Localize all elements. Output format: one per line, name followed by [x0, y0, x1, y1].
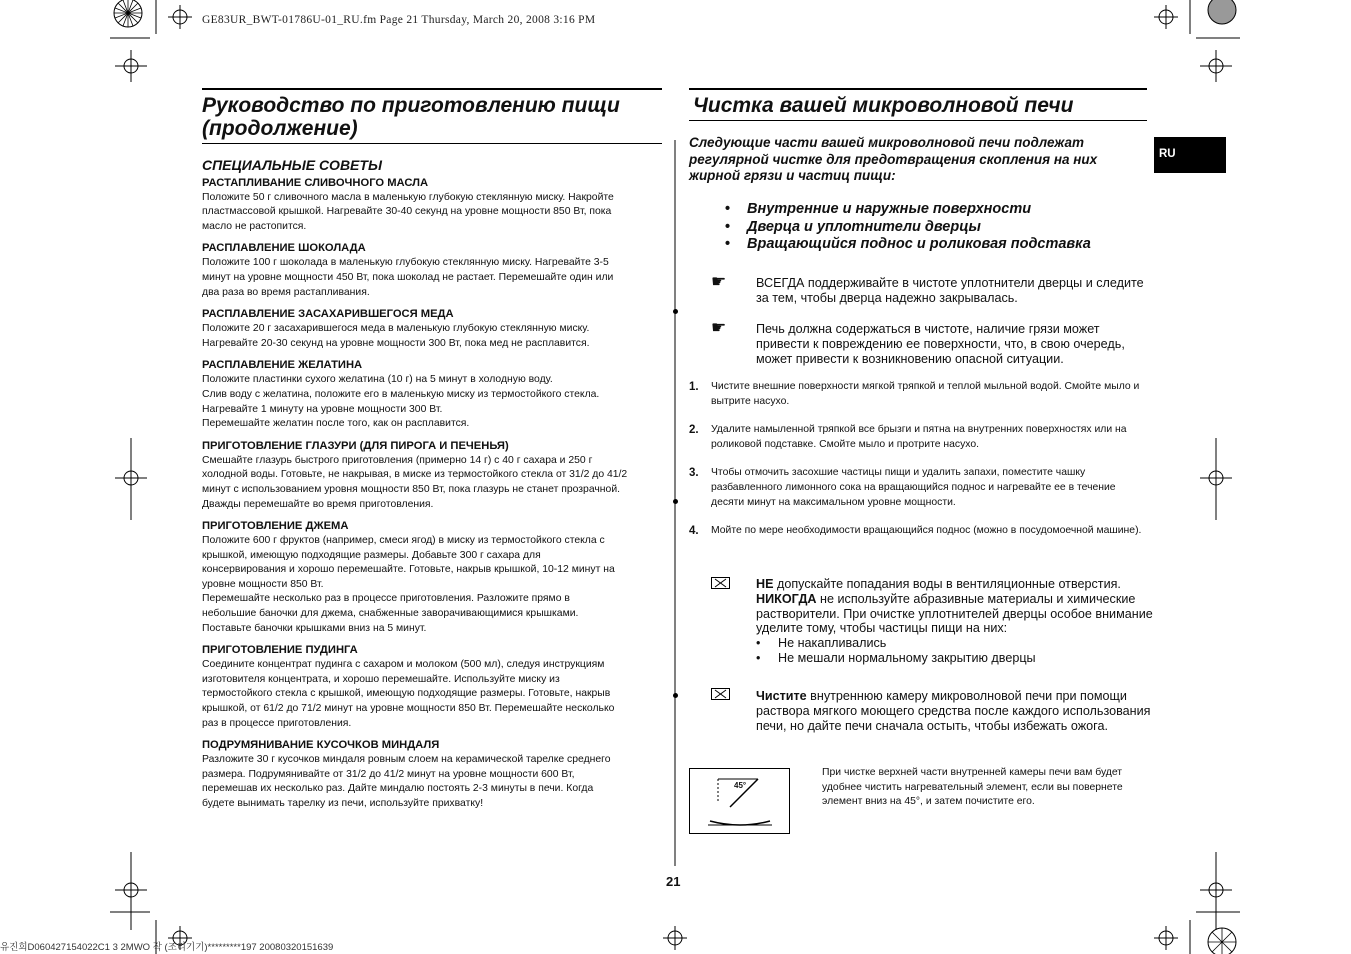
right-title-rule-top: [689, 88, 1147, 90]
tip: [202, 438, 662, 512]
file-info: GE83UR_BWT-01786U-01_RU.fm Page 21 Thursday, March 20, 2008 3:16 PM: [202, 14, 596, 26]
warning-text: не используйте абразивные материалы и химические растворители. При очистке уплотнителей дверцы особое внимание уделите тому, чтобы частицы пищи на них:: [756, 591, 1153, 636]
step: [689, 423, 1144, 452]
cleaning-parts-list: [725, 201, 1091, 254]
step: [689, 466, 1144, 510]
warning-strong: НЕ: [756, 577, 774, 591]
tip-body: Положите 600 г фруктов (например, смеси ягод) в миску из термостойкого стекла с крышкой, имеющую подходящие размеры. Добавьте 300 г сахара для консервирования и хорошо перемешайте. Готовьте, накрыв крышкой, 10-12 минут на уровне мощности 850 Вт. Перемешайте несколько раз в процессе приготовления. Разложите прямо в небольшие баночки для джема, снабженные заворачивающимися крышками. Поставьте баночки крышками вниз на 5 минут.: [202, 535, 615, 634]
tip-body: Соедините концентрат пудинга с сахаром и молоком (500 мл), следуя инструкциям изготовителя концентрата, и хорошо перемешайте. Используйте миску из термостойкого стекла с крышкой, имеющую подходящие размеры. Готовьте, накрыв крышкой, от 61/2 до 71/2 минут на уровне мощности 850 Вт. Перемешайте несколько раз в процессе приготовления.: [202, 659, 615, 729]
step-number: 4.: [689, 525, 699, 538]
list-item: • Внутренние и наружные поверхности: [725, 201, 1091, 219]
tip-heading: РАСПЛАВЛЕНИЕ ЖЕЛАТИНА: [202, 359, 363, 372]
tip: [202, 642, 662, 731]
tip-heading: РАСТАПЛИВАНИЕ СЛИВОЧНОГО МАСЛА: [202, 176, 429, 189]
warning-text: допускайте попадания воды в вентиляционные отверстия.: [773, 577, 1121, 591]
note: Печь должна содержаться в чистоте, наличие грязи может привести к повреждению ее поверхности, что, в свою очередь, может привести к возникновению опасной ситуации.: [756, 322, 1125, 366]
step-text: Мойте по мере необходимости вращающийся поднос (можно в посудомоечной машине).: [711, 525, 1142, 537]
list-item: • Дверца и уплотнители дверцы: [725, 219, 1091, 237]
step-number: 2.: [689, 424, 699, 437]
special-tips: [202, 158, 662, 812]
margin-dot: [673, 693, 678, 698]
right-title-text: Чистка вашей микроволновой печи: [693, 94, 1074, 117]
step: [689, 380, 1144, 409]
title-rule-bottom: [202, 143, 662, 144]
left-title-line1: Руководство по приготовлению пищи: [202, 94, 620, 117]
left-title: [202, 94, 662, 140]
warning-sub-item: • Не накапливались: [756, 636, 887, 651]
tip-heading: РАСПЛАВЛЕНИЕ ЗАСАХАРИВШЕГОСЯ МЕДА: [202, 308, 454, 321]
pointing-hand-icon: ☛: [711, 272, 727, 291]
language-tab: [1154, 137, 1226, 173]
tip: [202, 240, 662, 300]
page-number: 21: [666, 874, 681, 889]
warning-sub-text: Не мешали нормальному закрытию дверцы: [778, 650, 1036, 665]
tip-heading: ПРИГОТОВЛЕНИЕ ДЖЕМА: [202, 520, 349, 533]
tip-heading: ПОДРУМЯНИВАНИЕ КУСОЧКОВ МИНДАЛЯ: [202, 739, 440, 752]
tip-heading: ПРИГОТОВЛЕНИЕ ПУДИНГА: [202, 644, 358, 657]
warning-sub-item: • Не мешали нормальному закрытию дверцы: [756, 650, 1036, 665]
title-rule-top: [202, 88, 662, 90]
section-title: СПЕЦИАЛЬНЫЕ СОВЕТЫ: [202, 157, 382, 173]
warning-block: [756, 577, 1156, 666]
tip-body: Положите 20 г засахарившегося меда в маленькую глубокую стеклянную миску. Нагревайте 20-30 секунд на уровне мощности 300 Вт, пока мед не расплавится.: [202, 323, 590, 349]
heating-element-figure: [689, 768, 790, 834]
footer-code: 유진희D060427154022C1 3 2MWO 작 (조리기기)*********197 20080320151639: [0, 942, 334, 953]
left-title-line2: (продолжение): [202, 117, 358, 140]
tip: [202, 175, 662, 235]
registration-starburst-icon: [114, 0, 142, 27]
warning-icon: [711, 577, 731, 590]
registration-starburst-icon: [1208, 928, 1236, 954]
tip-heading: ПРИГОТОВЛЕНИЕ ГЛАЗУРИ (ДЛЯ ПИРОГА И ПЕЧЕНЬЯ): [202, 439, 509, 452]
margin-dot: [673, 499, 678, 504]
tip-body: Положите пластинки сухого желатина (10 г) на 5 минут в холодную воду. Слив воду с желатина, положите его в маленькую миску из термостойкого стекла. Нагревайте 1 минуту на уровне мощности 300 Вт. Перемешайте желатин после того, как он расплавится.: [202, 374, 600, 430]
cleaning-intro: Следующие части вашей микроволновой печи подлежат регулярной чистке для предотвращения скопления на них жирной грязи и частиц пищи:: [689, 135, 1098, 183]
warning-block: [756, 689, 1156, 733]
tip: [202, 518, 662, 636]
step-number: 1.: [689, 381, 699, 393]
step-text: Чтобы отмочить засохшие частицы пищи и удалить запахи, поместите чашку разбавленного лимонного сока на вращающийся поднос и нагревайте ее в течение десяти минут на максимальном уровне мощности.: [711, 467, 1116, 508]
angle-label: 45°: [734, 781, 747, 790]
tip-heading: РАСПЛАВЛЕНИЕ ШОКОЛАДА: [202, 242, 366, 255]
margin-dot: [673, 309, 678, 314]
tip-body: Разложите 30 г кусочков миндаля ровным слоем на керамической тарелке среднего размера. Подрумянивайте от 31/2 до 41/2 минут на уровне мощности 600 Вт, перемешав их несколько раз. Дайте миндалю постоять 2-3 минуты в печи. Когда будете вынимать тарелку из печи, используйте прихватку!: [202, 754, 611, 809]
right-title-rule-bottom: [689, 120, 1147, 121]
pointing-hand-icon: ☛: [711, 318, 727, 337]
note: ВСЕГДА поддерживайте в чистоте уплотнители дверцы и следите за тем, чтобы дверца надежно закрывалась.: [756, 276, 1144, 305]
warning-text: внутреннюю камеру микроволновой печи при помощи раствора мягкого моющего средства после каждого использования печи, но дайте печи сначала остыть, чтобы избежать ожога.: [756, 689, 1151, 733]
tip-body: Смешайте глазурь быстрого приготовления (примерно 14 г) с 40 г сахара и 250 г холодной воды. Готовьте, не накрывая, в миске из термостойкого стекла от 31/2 до 41/2 минут с использованием уровня мощности 850 Вт, пока глазурь не станет прозрачной. Дважды перемешайте во время приготовления.: [202, 454, 628, 510]
list-item: • Вращающийся поднос и роликовая подставка: [725, 236, 1091, 254]
tip-body: Положите 100 г шоколада в маленькую глубокую стеклянную миску. Нагревайте 3-5 минут на уровне мощности 450 Вт, пока шоколад не растает. Перемешайте один или два раза во время растапливания.: [202, 257, 614, 298]
tip-body: Положите 50 г сливочного масла в маленькую глубокую стеклянную миску. Накройте пластмассовой крышкой. Нагревайте 30-40 секунд на уровне мощности 850 Вт, пока масло не растопится.: [202, 191, 614, 232]
heating-element-diagram: [690, 769, 789, 833]
step-text: Удалите намыленной тряпкой все брызги и пятна на внутренних поверхностях или на роликовой подставке. Смойте мыло и протрите насухо.: [711, 424, 1127, 450]
language-tab-label: RU: [1159, 148, 1176, 160]
registration-starburst-icon: [1208, 0, 1236, 24]
figure-note: При чистке верхней части внутренней камеры печи вам будет удобнее чистить нагревательный элемент, если вы повернете элемент вниз на 45°, и затем почистите его.: [822, 767, 1123, 808]
cleaning-steps: [689, 380, 1144, 553]
warning-sub-text: Не накапливались: [778, 636, 887, 651]
warning-strong: НИКОГДА: [756, 591, 817, 606]
tip: [202, 737, 662, 811]
warning-icon: [711, 688, 731, 701]
step: [689, 524, 1144, 539]
warning-strong: Чистите: [756, 689, 807, 703]
step-number: 3.: [689, 467, 699, 480]
tip: [202, 357, 662, 431]
right-title: [693, 94, 1147, 117]
tip: [202, 306, 662, 351]
step-text: Чистите внешние поверхности мягкой тряпкой и теплой мыльной водой. Смойте мыло и вытрите насухо.: [711, 381, 1140, 407]
